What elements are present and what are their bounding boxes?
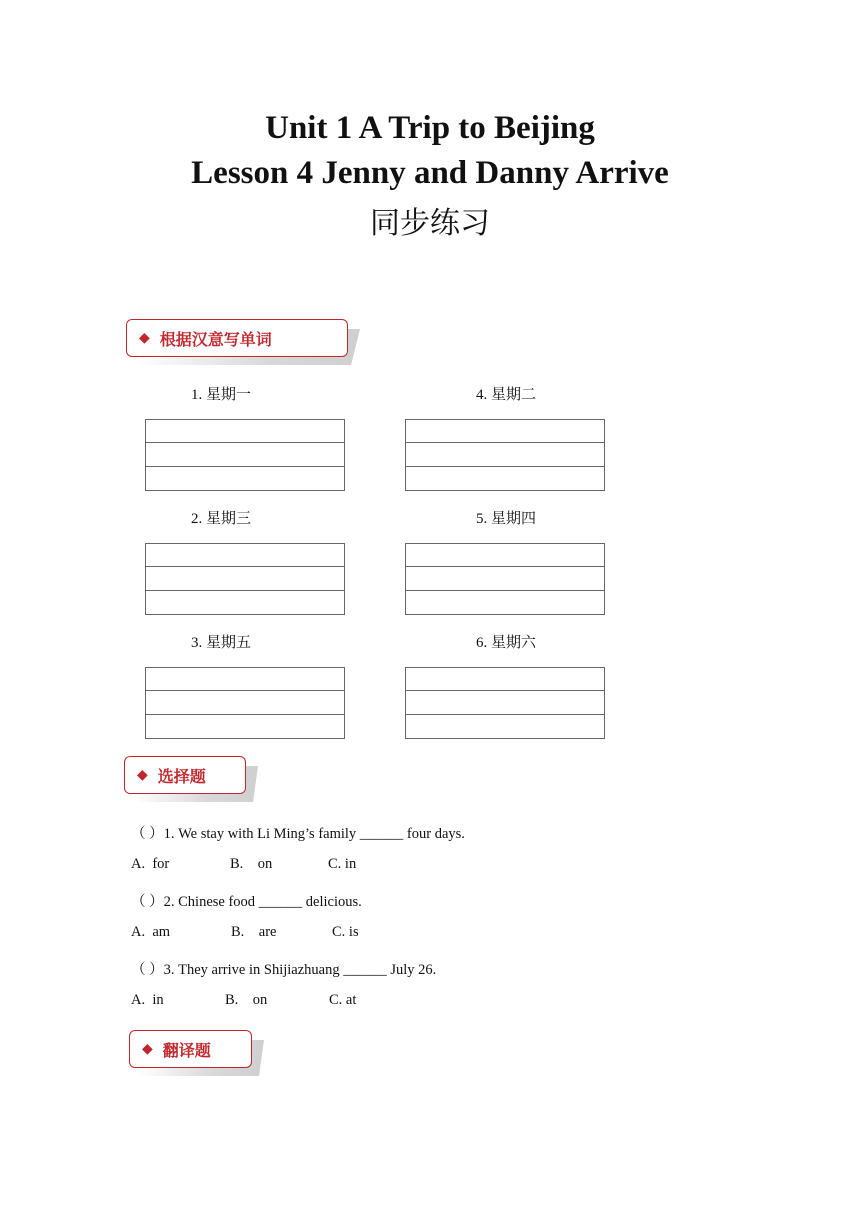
option-b[interactable]: B. are [231, 924, 277, 940]
question-3: （ ）3. They arrive in Shijiazhuang ______ July 26. [131, 962, 437, 978]
section-title: 翻译题 [162, 1040, 211, 1060]
question-2: （ ）2. Chinese food ______ delicious. [131, 894, 362, 910]
option-a[interactable]: A. for [131, 856, 170, 872]
option-c[interactable]: C. in [328, 856, 357, 872]
option-b[interactable]: B. on [230, 856, 273, 872]
word-label-1: 1. 星期一 [191, 387, 252, 403]
word-label-4: 4. 星期二 [476, 387, 537, 403]
diamond-icon: ◆ [142, 1041, 153, 1057]
option-b[interactable]: B. on [225, 992, 268, 1008]
writing-lines-3[interactable] [145, 667, 345, 739]
diamond-icon: ◆ [137, 767, 148, 783]
option-c[interactable]: C. is [332, 924, 359, 940]
word-label-3: 3. 星期五 [191, 635, 252, 651]
word-label-5: 5. 星期四 [476, 511, 537, 527]
section-header-vocabulary [126, 319, 348, 357]
writing-lines-5[interactable] [405, 543, 605, 615]
writing-lines-1[interactable] [145, 419, 345, 491]
word-label-2: 2. 星期三 [191, 511, 252, 527]
section-header-multiple-choice [124, 756, 246, 794]
title-unit: Unit 1 A Trip to Beijing [265, 110, 595, 146]
title-lesson: Lesson 4 Jenny and Danny Arrive [191, 155, 669, 191]
diamond-icon: ◆ [139, 330, 150, 346]
section-header-translation [129, 1030, 252, 1068]
option-a[interactable]: A. am [131, 924, 171, 940]
writing-lines-6[interactable] [405, 667, 605, 739]
word-label-6: 6. 星期六 [476, 635, 537, 651]
option-c[interactable]: C. at [329, 992, 357, 1008]
section-title: 选择题 [157, 766, 206, 786]
writing-lines-2[interactable] [145, 543, 345, 615]
option-a[interactable]: A. in [131, 992, 164, 1008]
question-1: （ ）1. We stay with Li Ming’s family ______ four days. [131, 826, 465, 842]
writing-lines-4[interactable] [405, 419, 605, 491]
section-title: 根据汉意写单词 [159, 329, 272, 349]
title-subtitle: 同步练习 [370, 206, 490, 241]
